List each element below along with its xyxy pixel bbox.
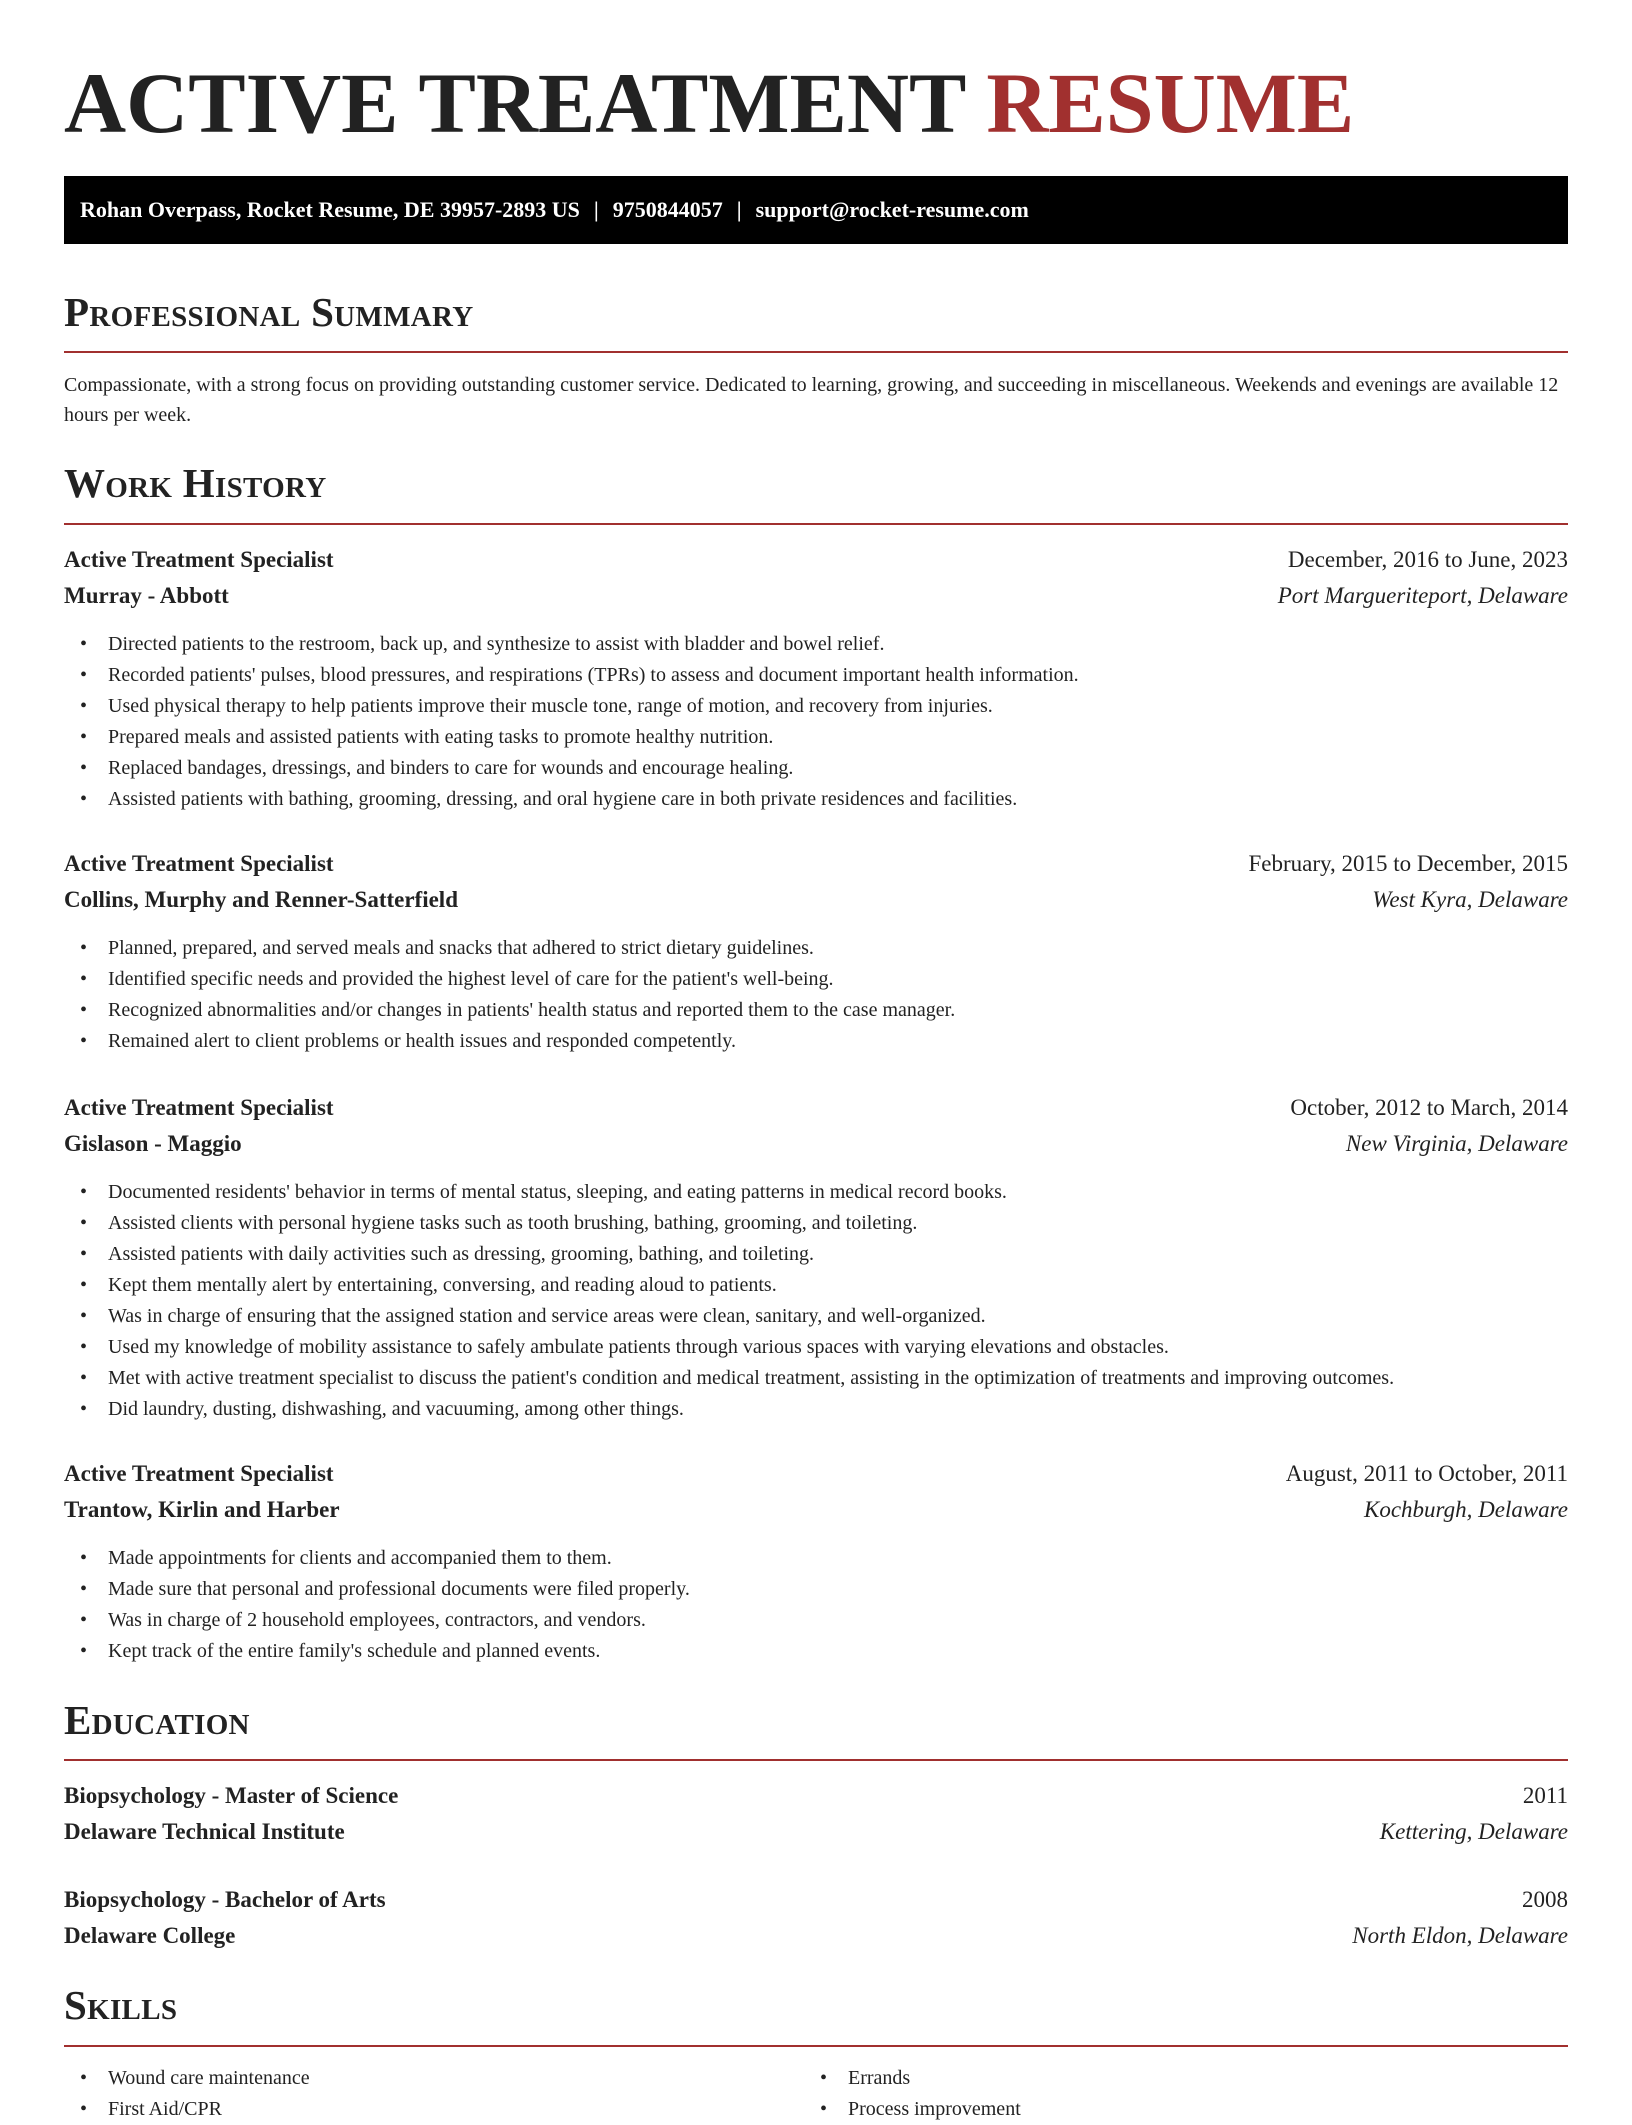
list-item: • Made sure that personal and professional documents were filed properly.	[64, 1574, 1568, 1605]
job-company: Trantow, Kirlin and Harber	[64, 1497, 340, 1522]
summary-text: Compassionate, with a strong focus on providing outstanding customer service. Dedicated to learning, growing, and succeeding in miscellaneous. Weekends and evenings are available 12 hours per week.	[64, 374, 1559, 426]
list-item: • Made appointments for clients and accompanied them to them.	[64, 1543, 1568, 1574]
title-accent: RESUME	[986, 55, 1355, 151]
list-item: • Directed patients to the restroom, back up, and synthesize to assist with bladder and bowel relief.	[64, 629, 1568, 660]
list-item: • Used physical therapy to help patients improve their muscle tone, range of motion, and recovery from injuries.	[64, 691, 1568, 722]
education-school: Delaware College	[64, 1923, 236, 1948]
job-header	[64, 1090, 1568, 1126]
section-divider	[64, 351, 1568, 353]
job-title: Active Treatment Specialist	[64, 851, 334, 876]
job-company: Gislason - Maggio	[64, 1131, 242, 1156]
job-subheader	[64, 1126, 1568, 1162]
job-dates: August, 2011 to October, 2011	[1285, 1461, 1568, 1486]
list-item: • Replaced bandages, dressings, and binders to care for wounds and encourage healing.	[64, 753, 1568, 784]
list-item: • Kept track of the entire family's schedule and planned events.	[64, 1636, 1568, 1667]
list-item: • Recorded patients' pulses, blood pressures, and respirations (TPRs) to assess and document important health information.	[64, 660, 1568, 691]
job-company: Murray - Abbott	[64, 583, 229, 608]
contact-email: support@rocket-resume.com	[755, 197, 1029, 222]
education-location: Kettering, Delaware	[1379, 1819, 1568, 1844]
section-heading-summary: Professional Summary	[64, 289, 474, 335]
contact-phone: 9750844057	[612, 197, 723, 222]
section-divider	[64, 2045, 1568, 2047]
job-title: Active Treatment Specialist	[64, 547, 334, 572]
job-dates: December, 2016 to June, 2023	[1287, 547, 1568, 572]
list-item: • Errands	[804, 2063, 1544, 2094]
education-degree: Biopsychology - Master of Science	[64, 1783, 399, 1808]
list-item: • Remained alert to client problems or health issues and responded competently.	[64, 1026, 1568, 1057]
skills-list-left	[64, 2063, 804, 2125]
list-item: • Process improvement	[804, 2094, 1544, 2125]
education-subheader	[64, 1918, 1568, 1954]
list-item: • Documented residents' behavior in terms of mental status, sleeping, and eating patterns in medical record books.	[64, 1177, 1568, 1208]
list-item: • First Aid/CPR	[64, 2094, 804, 2125]
education-location: North Eldon, Delaware	[1352, 1923, 1568, 1948]
job-title: Active Treatment Specialist	[64, 1095, 334, 1120]
list-item: • Assisted patients with daily activities such as dressing, grooming, bathing, and toileting.	[64, 1239, 1568, 1270]
job-header	[64, 542, 1568, 578]
contact-separator: |	[736, 197, 742, 222]
list-item: • Prepared meals and assisted patients with eating tasks to promote healthy nutrition.	[64, 722, 1568, 753]
education-subheader	[64, 1814, 1568, 1850]
list-item: • Met with active treatment specialist to discuss the patient's condition and medical treatment, assisting in the optimization of treatments and improving outcomes.	[64, 1363, 1568, 1394]
skills-list-right	[804, 2063, 1544, 2125]
job-duties-list	[64, 1177, 1568, 1425]
job-subheader	[64, 882, 1568, 918]
job-location: Port Margueriteport, Delaware	[1277, 583, 1568, 608]
education-header	[64, 1778, 1568, 1814]
section-divider	[64, 1759, 1568, 1761]
list-item: • Was in charge of 2 household employees, contractors, and vendors.	[64, 1605, 1568, 1636]
education-degree: Biopsychology - Bachelor of Arts	[64, 1887, 386, 1912]
education-school: Delaware Technical Institute	[64, 1819, 345, 1844]
list-item: • Assisted clients with personal hygiene tasks such as tooth brushing, bathing, grooming, and toileting.	[64, 1208, 1568, 1239]
resume-title	[64, 48, 1354, 158]
list-item: • Identified specific needs and provided the highest level of care for the patient's well-being.	[64, 964, 1568, 995]
list-item: • Recognized abnormalities and/or changes in patients' health status and reported them to the case manager.	[64, 995, 1568, 1026]
job-header	[64, 846, 1568, 882]
job-title: Active Treatment Specialist	[64, 1461, 334, 1486]
list-item: • Assisted patients with bathing, grooming, dressing, and oral hygiene care in both private residences and facilities.	[64, 784, 1568, 815]
job-duties-list	[64, 629, 1568, 815]
section-heading-skills: Skills	[64, 1982, 178, 2028]
job-location: New Virginia, Delaware	[1345, 1131, 1568, 1156]
list-item: • Was in charge of ensuring that the assigned station and service areas were clean, sanitary, and well-organized.	[64, 1301, 1568, 1332]
list-item: • Did laundry, dusting, dishwashing, and vacuuming, among other things.	[64, 1394, 1568, 1425]
job-subheader	[64, 578, 1568, 614]
job-location: West Kyra, Delaware	[1372, 887, 1568, 912]
section-heading-education: Education	[64, 1697, 250, 1743]
job-subheader	[64, 1492, 1568, 1528]
education-header	[64, 1882, 1568, 1918]
job-duties-list	[64, 933, 1568, 1057]
job-header	[64, 1456, 1568, 1492]
job-company: Collins, Murphy and Renner-Satterfield	[64, 887, 458, 912]
section-divider	[64, 523, 1568, 525]
contact-separator: |	[593, 197, 599, 222]
list-item: • Planned, prepared, and served meals and snacks that adhered to strict dietary guidelines.	[64, 933, 1568, 964]
job-duties-list	[64, 1543, 1568, 1667]
education-year: 2011	[1522, 1783, 1568, 1808]
contact-address: Rohan Overpass, Rocket Resume, DE 39957-2893 US	[80, 197, 580, 222]
section-heading-work-history: Work History	[64, 460, 327, 506]
job-dates: October, 2012 to March, 2014	[1290, 1095, 1568, 1120]
education-year: 2008	[1522, 1887, 1568, 1912]
list-item: • Used my knowledge of mobility assistance to safely ambulate patients through various spaces with varying elevations and obstacles.	[64, 1332, 1568, 1363]
contact-bar	[64, 176, 1568, 244]
job-dates: February, 2015 to December, 2015	[1248, 851, 1568, 876]
list-item: • Wound care maintenance	[64, 2063, 804, 2094]
title-main: ACTIVE TREATMENT	[64, 55, 965, 151]
job-location: Kochburgh, Delaware	[1363, 1497, 1568, 1522]
list-item: • Kept them mentally alert by entertaining, conversing, and reading aloud to patients.	[64, 1270, 1568, 1301]
